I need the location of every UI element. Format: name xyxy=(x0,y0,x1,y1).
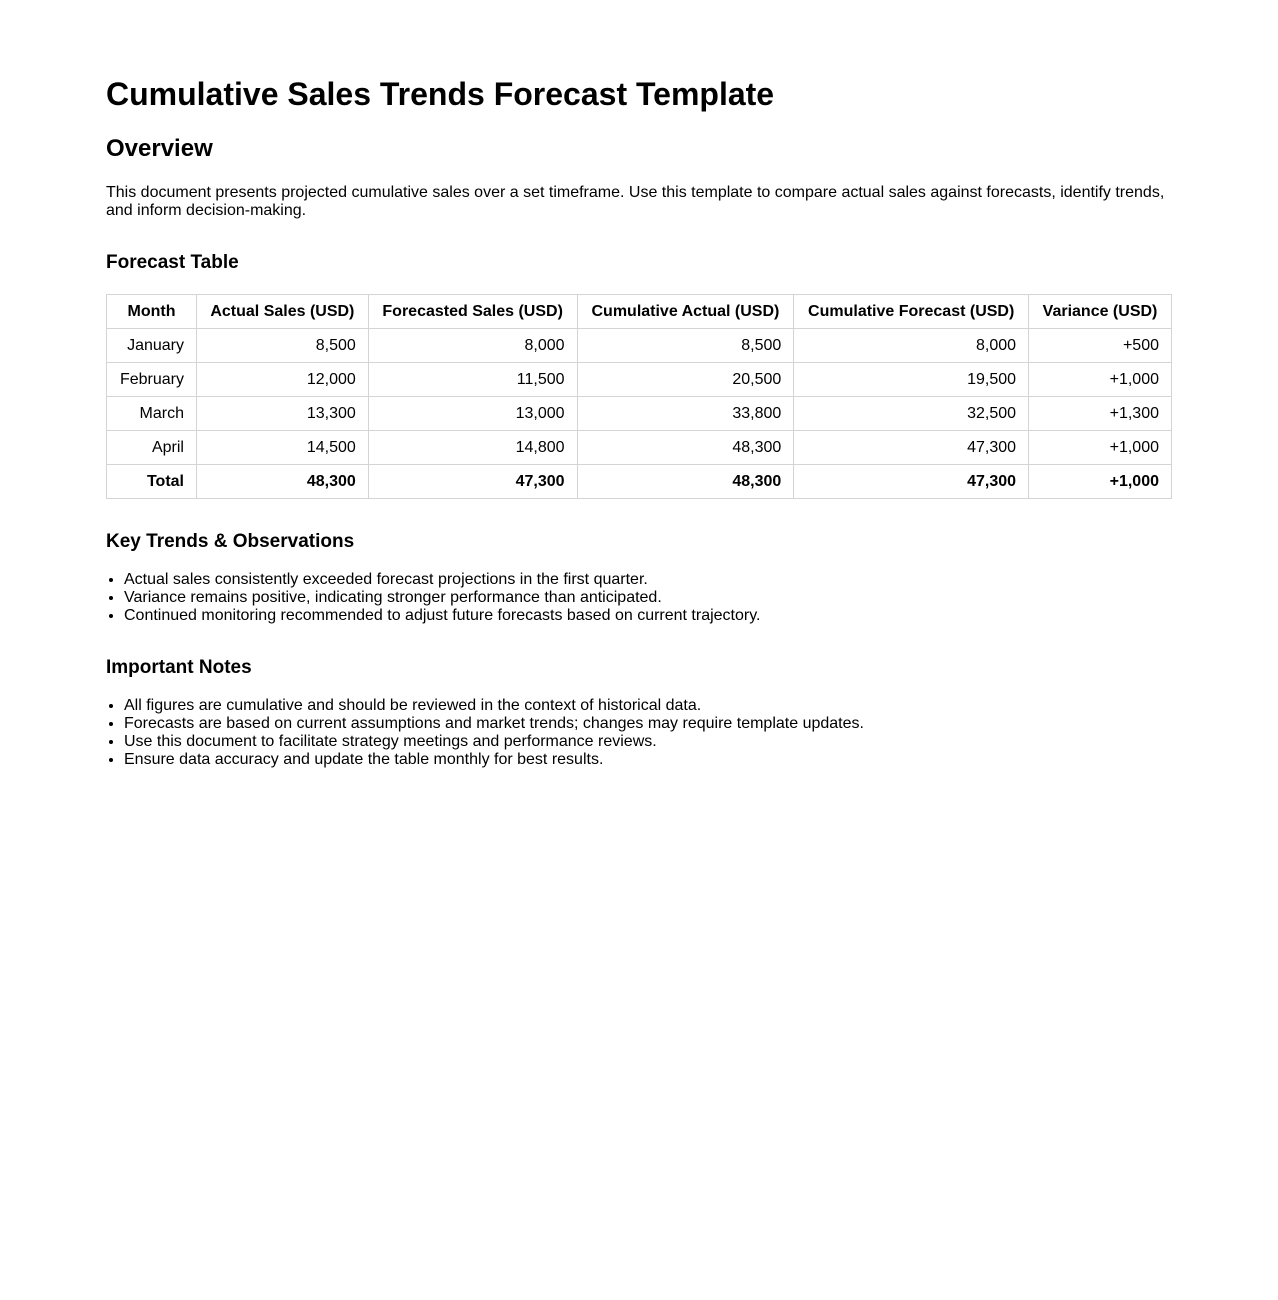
variance-cell: +1,000 xyxy=(1029,363,1172,397)
column-header-variance: Variance (USD) xyxy=(1029,295,1172,329)
total-cumulative-forecast-cell: 47,300 xyxy=(794,465,1029,499)
table-row xyxy=(107,329,1172,363)
page-title: Cumulative Sales Trends Forecast Template xyxy=(106,76,775,112)
month-cell: February xyxy=(107,363,197,397)
month-cell: March xyxy=(107,397,197,431)
list-item: • Variance remains positive, indicating stronger performance than anticipated. xyxy=(124,589,1172,607)
total-variance-cell: +1,000 xyxy=(1029,465,1172,499)
overview-heading: Overview xyxy=(106,135,213,162)
cumulative-forecast-cell: 32,500 xyxy=(794,397,1029,431)
month-cell: January xyxy=(107,329,197,363)
actual-sales-cell: 14,500 xyxy=(196,431,368,465)
important-notes-list xyxy=(106,697,1172,769)
column-header-cumulative-actual: Cumulative Actual (USD) xyxy=(577,295,794,329)
key-trends-list xyxy=(106,571,1172,625)
cumulative-actual-cell: 20,500 xyxy=(577,363,794,397)
total-actual-sales-cell: 48,300 xyxy=(196,465,368,499)
key-trends-heading: Key Trends & Observations xyxy=(106,531,355,552)
table-row xyxy=(107,363,1172,397)
column-header-month: Month xyxy=(107,295,197,329)
total-label-cell: Total xyxy=(107,465,197,499)
variance-cell: +1,000 xyxy=(1029,431,1172,465)
column-header-actual-sales: Actual Sales (USD) xyxy=(196,295,368,329)
list-item: • All figures are cumulative and should be reviewed in the context of historical data. xyxy=(124,697,1172,715)
variance-cell: +1,300 xyxy=(1029,397,1172,431)
list-item: • Ensure data accuracy and update the table monthly for best results. xyxy=(124,751,1172,769)
table-row xyxy=(107,397,1172,431)
cumulative-actual-cell: 33,800 xyxy=(577,397,794,431)
cumulative-forecast-cell: 19,500 xyxy=(794,363,1029,397)
forecasted-sales-cell: 8,000 xyxy=(368,329,577,363)
forecast-table-heading: Forecast Table xyxy=(106,252,239,273)
forecasted-sales-cell: 13,000 xyxy=(368,397,577,431)
table-total-row xyxy=(107,465,1172,499)
column-header-cumulative-forecast: Cumulative Forecast (USD) xyxy=(794,295,1029,329)
actual-sales-cell: 8,500 xyxy=(196,329,368,363)
table-row xyxy=(107,431,1172,465)
cumulative-forecast-cell: 8,000 xyxy=(794,329,1029,363)
list-item: • Forecasts are based on current assumptions and market trends; changes may require template updates. xyxy=(124,715,1172,733)
cumulative-actual-cell: 48,300 xyxy=(577,431,794,465)
list-item: • Use this document to facilitate strategy meetings and performance reviews. xyxy=(124,733,1172,751)
actual-sales-cell: 12,000 xyxy=(196,363,368,397)
actual-sales-cell: 13,300 xyxy=(196,397,368,431)
cumulative-actual-cell: 8,500 xyxy=(577,329,794,363)
overview-text: This document presents projected cumulative sales over a set timeframe. Use this template to compare actual sales against forecasts, identify trends, and inform decision-making. xyxy=(106,184,1165,219)
variance-cell: +500 xyxy=(1029,329,1172,363)
column-header-forecasted-sales: Forecasted Sales (USD) xyxy=(368,295,577,329)
total-forecasted-sales-cell: 47,300 xyxy=(368,465,577,499)
list-item: • Actual sales consistently exceeded forecast projections in the first quarter. xyxy=(124,571,1172,589)
table-header-row xyxy=(107,295,1172,329)
forecasted-sales-cell: 14,800 xyxy=(368,431,577,465)
forecast-table xyxy=(106,294,1172,499)
important-notes-heading: Important Notes xyxy=(106,657,252,678)
cumulative-forecast-cell: 47,300 xyxy=(794,431,1029,465)
month-cell: April xyxy=(107,431,197,465)
forecasted-sales-cell: 11,500 xyxy=(368,363,577,397)
list-item: • Continued monitoring recommended to adjust future forecasts based on current trajectory. xyxy=(124,607,1172,625)
total-cumulative-actual-cell: 48,300 xyxy=(577,465,794,499)
